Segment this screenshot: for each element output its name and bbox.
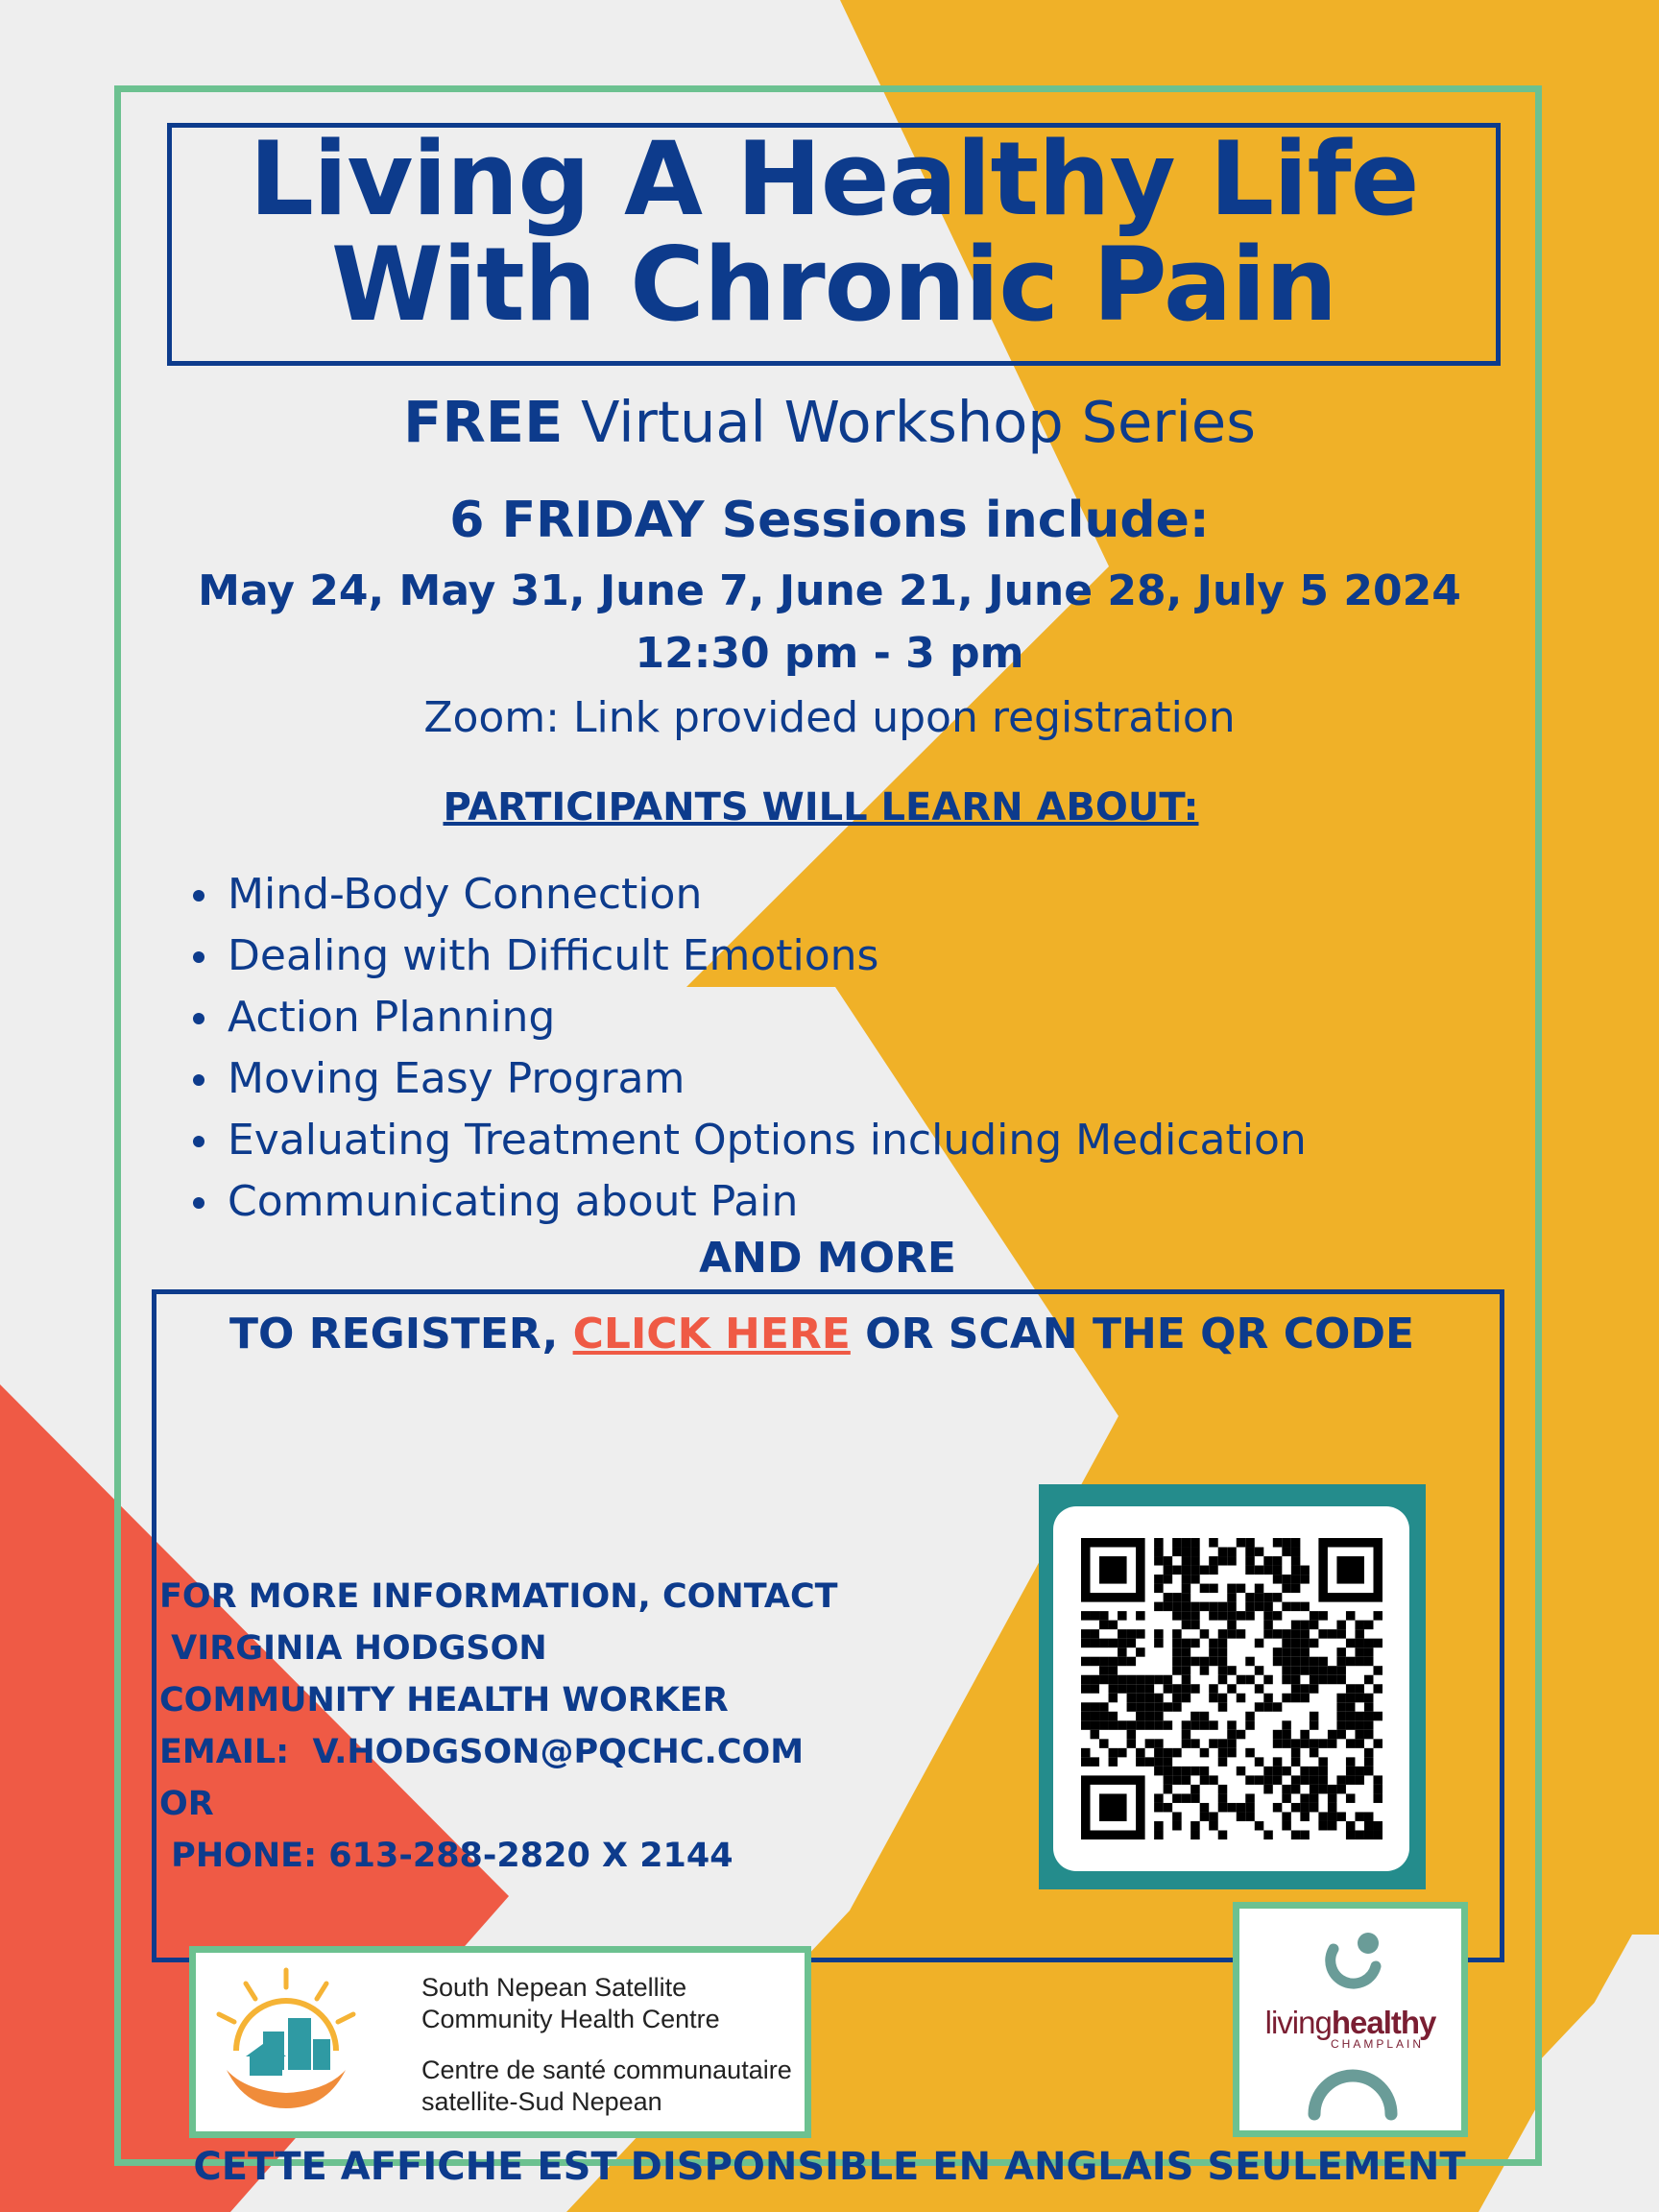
footer-note: CETTE AFFICHE EST DISPONSIBLE EN ANGLAIS SEULEMENT bbox=[193, 2145, 1466, 2189]
sncsc-fr-name: Centre de santé communautaire satellite-Sud Nepean bbox=[421, 2056, 792, 2116]
session-time: 12:30 pm - 3 pm bbox=[635, 629, 1024, 678]
contact-name: VIRGINIA HODGSON bbox=[159, 1629, 547, 1668]
and-more: AND MORE bbox=[699, 1234, 956, 1283]
topics-list bbox=[187, 864, 1307, 1233]
champlain-label: CHAMPLAIN bbox=[1331, 2037, 1425, 2051]
title-line-1: Living A Healthy Life bbox=[249, 120, 1419, 238]
bullet-icon bbox=[193, 1197, 204, 1209]
bullet-icon bbox=[193, 1074, 204, 1086]
title-line-2: With Chronic Pain bbox=[330, 226, 1337, 344]
subtitle bbox=[0, 389, 1659, 455]
sncsc-logo bbox=[189, 1946, 811, 2138]
zoom-info: Zoom: Link provided upon registration bbox=[423, 693, 1236, 742]
session-dates: May 24, May 31, June 7, June 21, June 28, July 5 2024 bbox=[198, 566, 1461, 615]
list-item: Dealing with Difficult Emotions bbox=[187, 926, 1307, 987]
click-here-link[interactable]: CLICK HERE bbox=[572, 1310, 851, 1358]
list-item: Moving Easy Program bbox=[187, 1048, 1307, 1110]
page-title bbox=[167, 120, 1501, 344]
qr-code-frame bbox=[1039, 1484, 1426, 1889]
qr-code-icon[interactable] bbox=[1081, 1534, 1382, 1843]
bullet-icon bbox=[193, 890, 204, 902]
learn-heading: PARTICIPANTS WILL LEARN ABOUT: bbox=[443, 785, 1199, 830]
contact-or: OR bbox=[159, 1785, 214, 1823]
register-prefix: TO REGISTER, bbox=[228, 1310, 573, 1358]
contact-role: COMMUNITY HEALTH WORKER bbox=[159, 1681, 729, 1719]
list-item: Mind-Body Connection bbox=[187, 864, 1307, 926]
sun-houses-icon bbox=[207, 1964, 366, 2123]
list-item: Evaluating Treatment Options including Medication bbox=[187, 1110, 1307, 1171]
person-icon bbox=[1307, 1928, 1403, 1995]
contact-phone[interactable]: PHONE: 613-288-2820 X 2144 bbox=[159, 1837, 733, 1875]
contact-info bbox=[159, 1571, 838, 1882]
sncsc-en-name: South Nepean Satellite Community Health Centre bbox=[421, 1973, 720, 2033]
subtitle-rest: Virtual Workshop Series bbox=[563, 389, 1256, 455]
sessions-heading: 6 FRIDAY Sessions include: bbox=[449, 492, 1210, 549]
subtitle-free: FREE bbox=[403, 389, 564, 455]
living-healthy-logo bbox=[1233, 1902, 1468, 2137]
contact-line: FOR MORE INFORMATION, CONTACT bbox=[159, 1577, 838, 1616]
list-item: Communicating about Pain bbox=[187, 1171, 1307, 1233]
register-line bbox=[0, 1310, 1651, 1358]
bullet-icon bbox=[193, 951, 204, 963]
bullet-icon bbox=[193, 1013, 204, 1024]
qr-code-card bbox=[1053, 1506, 1409, 1871]
list-item: Action Planning bbox=[187, 987, 1307, 1048]
contact-email[interactable]: EMAIL: V.HODGSON@PQCHC.COM bbox=[159, 1733, 805, 1771]
bullet-icon bbox=[193, 1136, 204, 1147]
register-suffix: OR SCAN THE QR CODE bbox=[850, 1310, 1415, 1358]
arch-icon bbox=[1305, 2055, 1401, 2122]
living-healthy-wordmark: livinghealthy bbox=[1264, 2005, 1436, 2040]
